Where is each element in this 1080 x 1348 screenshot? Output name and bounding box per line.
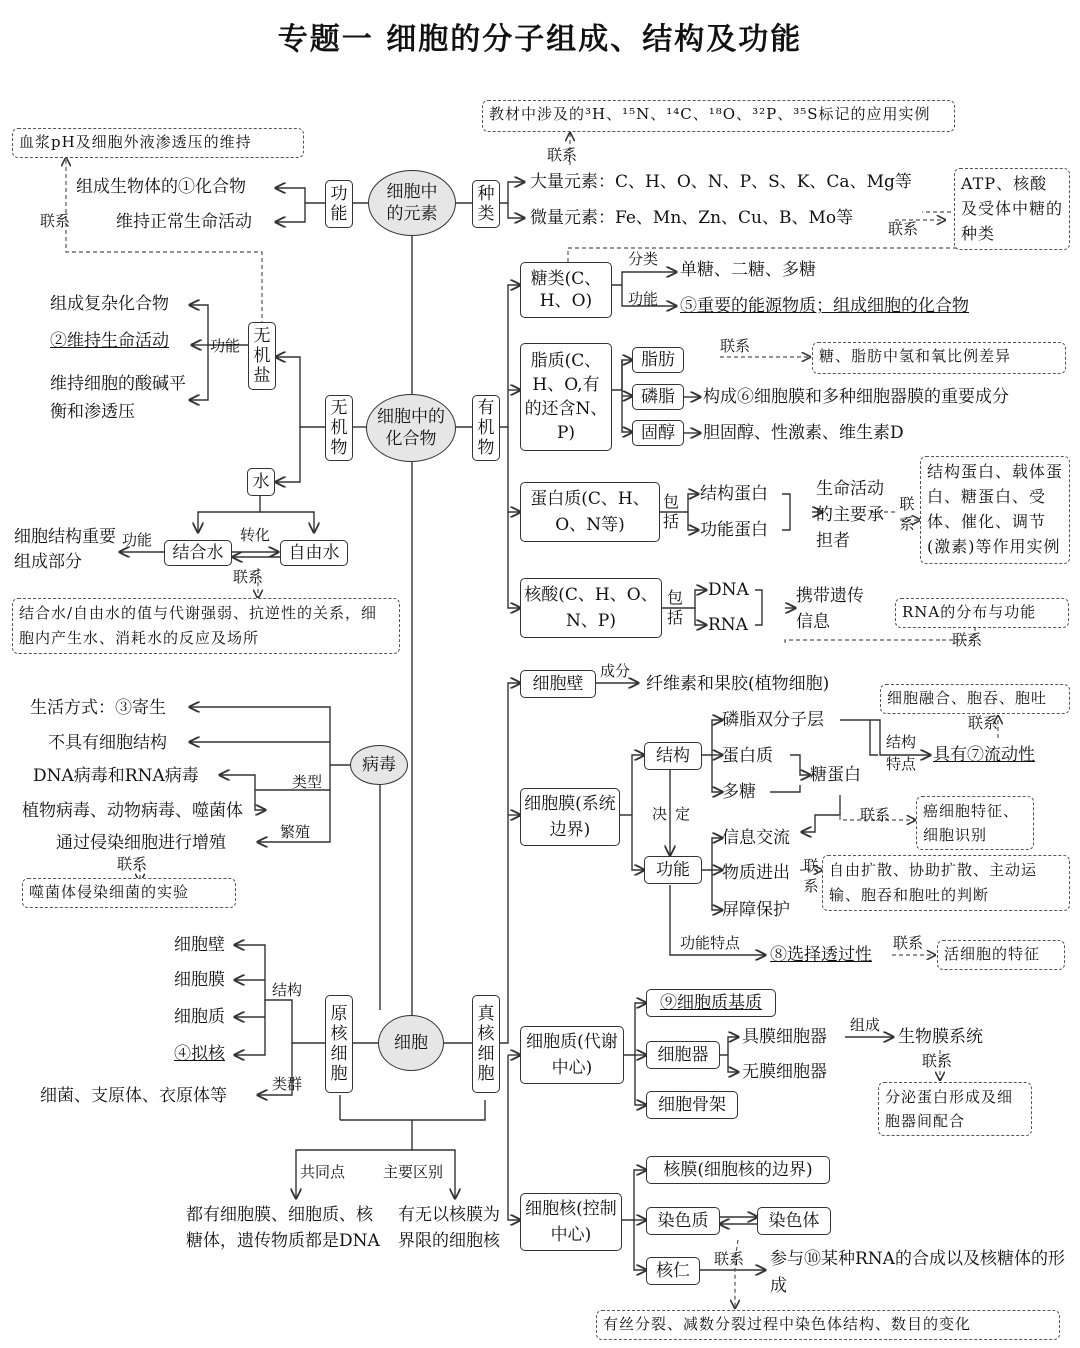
prokaryote-node: 原核细胞 (325, 995, 353, 1093)
live-cell-note: 活细胞的特征 (937, 940, 1065, 970)
organelle-node: 细胞器 (646, 1041, 720, 1069)
micro-elements: 微量元素：Fe、Mn、Zn、Cu、B、Mo等 (530, 208, 854, 228)
link-label-atp: 联系 (888, 220, 919, 238)
fat-note: 糖、脂肪中氢和氧比例差异 (812, 342, 1066, 374)
inorganic-node: 无机物 (325, 395, 353, 461)
protein-node: 蛋白质(C、H、O、N等) (520, 482, 660, 542)
pro-nucleoid: ④拟核 (174, 1044, 225, 1064)
virus-lifestyle: 生活方式：③寄生 (30, 698, 166, 718)
nonmembranous-organelle: 无膜细胞器 (742, 1062, 827, 1082)
protein-function-label (790, 488, 812, 536)
eukaryote-node: 真核细胞 (472, 995, 500, 1093)
link-label-cancer: 联系 (860, 806, 891, 824)
chromosome-node: 染色体 (757, 1207, 831, 1235)
link-label-rna: 联系 (952, 631, 983, 649)
salt-function-label: 功能 (210, 337, 241, 355)
isotope-note: 教材中涉及的³H、¹⁵N、¹⁴C、¹⁸O、³²P、³⁵S标记的应用实例 (482, 100, 955, 132)
transport-note: 自由扩散、协助扩散、主动运输、胞吞和胞吐的判断 (822, 855, 1070, 911)
material-transport: 物质进出 (722, 863, 790, 883)
protein-role: 生命活动的主要承担者 (816, 479, 884, 551)
membrane-protein: 蛋白质 (722, 746, 773, 766)
elements-func-life: 维持正常生命活动 (116, 212, 252, 232)
membrane-polysaccharide: 多糖 (722, 782, 756, 802)
blood-ph-note: 血浆pH及细胞外液渗透压的维持 (12, 128, 304, 158)
phospholipid-bilayer: 磷脂双分子层 (722, 710, 824, 730)
lipid-node: 脂质(C、H、O,有的还含N、P) (520, 343, 612, 451)
nucleic-include-label: 包括 (667, 588, 684, 627)
info-exchange: 信息交流 (722, 828, 790, 848)
convert-label: 转化 (240, 526, 271, 544)
wall-components: 纤维素和果胶(植物细胞) (646, 674, 830, 694)
protein-link-label: 联系 (899, 495, 915, 533)
link-label-fat: 联系 (720, 337, 751, 355)
cytoplasm-node: 细胞质(代谢中心) (520, 1026, 624, 1084)
phospholipid-node: 磷脂 (632, 384, 684, 410)
sugar-function-label: 功能 (628, 290, 659, 308)
macro-elements: 大量元素：C、H、O、N、P、S、K、Ca、Mg等 (530, 172, 912, 192)
sterol-node: 固醇 (632, 420, 684, 446)
free-water-node: 自由水 (280, 540, 348, 566)
common-features: 都有细胞膜、细胞质、核糖体，遗传物质都是DNA (186, 1205, 380, 1251)
pro-membrane: 细胞膜 (174, 970, 225, 990)
prokaryote-groups: 细菌、支原体、衣原体等 (40, 1086, 227, 1106)
structural-protein: 结构蛋白 (700, 484, 768, 504)
elements-kind-node: 种类 (472, 180, 500, 228)
salt-node: 无机盐 (248, 322, 276, 390)
water-ratio-note: 结合水/自由水的值与代谢强弱、抗逆性的关系，细胞内产生水、消耗水的反应及场所 (12, 598, 400, 654)
rna-note: RNA的分布与功能 (895, 598, 1069, 628)
protein-note: 结构蛋白、载体蛋白、糖蛋白、受体、催化、调节(激素)等作用实例 (920, 456, 1070, 564)
nuclear-envelope-node: 核膜(细胞核的边界) (646, 1156, 830, 1184)
glycoprotein: 糖蛋白 (810, 765, 861, 785)
function-feature-label: 功能特点 (680, 934, 741, 952)
cytoskeleton-node: 细胞骨架 (646, 1091, 738, 1119)
water-function: 细胞结构重要组成部分 (14, 527, 116, 572)
secretion-note: 分泌蛋白形成及细胞器间配合 (878, 1082, 1032, 1136)
biomembrane-system: 生物膜系统 (898, 1027, 983, 1047)
determine-label: 决定 (652, 805, 699, 823)
fluidity: 具有⑦流动性 (933, 745, 1035, 765)
link-label-secretion: 联系 (922, 1052, 953, 1070)
membranous-organelle: 具膜细胞器 (742, 1027, 827, 1047)
wall-component-label: 成分 (600, 662, 631, 680)
cell-center-node: 细胞 (378, 1015, 444, 1071)
compose-label: 组成 (850, 1016, 881, 1034)
transport-link-label: 联系 (803, 857, 819, 895)
nucleic-function: 携带遗传信息 (796, 586, 864, 632)
pro-wall: 细胞壁 (174, 935, 225, 955)
rna-label: RNA (708, 615, 748, 635)
membrane-structure-node: 结构 (644, 742, 702, 770)
pro-cytoplasm: 细胞质 (174, 1007, 225, 1027)
sugar-classes: 单糖、二糖、多糖 (680, 260, 816, 280)
elements-func-compound: 组成生物体的①化合物 (76, 177, 246, 197)
link-label-nucleolus: 联系 (714, 1250, 745, 1268)
main-difference: 有无以核膜为界限的细胞核 (398, 1205, 500, 1251)
organic-node: 有机物 (472, 395, 500, 461)
virus-center-node: 病毒 (350, 745, 408, 785)
nucleolus-function: 参与⑩某种RNA的合成以及核糖体的形成 (770, 1249, 1065, 1296)
salt-func-compound: 组成复杂化合物 (50, 294, 169, 314)
virus-type-nucleic: DNA病毒和RNA病毒 (33, 766, 199, 786)
sugar-function: ⑤重要的能源物质；组成细胞的化合物 (680, 296, 969, 316)
atp-note: ATP、核酸及受体中糖的种类 (954, 168, 1070, 250)
fusion-note: 细胞融合、胞吞、胞吐 (880, 684, 1070, 714)
cancer-note: 癌细胞特征、细胞识别 (916, 796, 1034, 850)
prokaryote-structure-label: 结构 (272, 981, 303, 999)
page-title: 专题一 细胞的分子组成、结构及功能 (277, 22, 803, 57)
nucleus-node: 细胞核(控制中心) (520, 1193, 622, 1251)
fat-node: 脂肪 (632, 347, 684, 373)
virus-type-host: 植物病毒、动物病毒、噬菌体 (22, 801, 243, 821)
functional-protein: 功能蛋白 (700, 520, 768, 540)
cell-membrane-node: 细胞膜(系统边界) (520, 788, 620, 846)
cytoplasm-matrix-node: ⑨细胞质基质 (646, 989, 776, 1017)
dna-label: DNA (708, 580, 749, 600)
sugar-node: 糖类(C、H、O) (520, 262, 612, 318)
virus-repro-label: 繁殖 (280, 823, 311, 841)
cell-wall-node: 细胞壁 (520, 670, 596, 698)
selective-permeability: ⑧选择透过性 (770, 945, 872, 965)
bound-water-node: 结合水 (164, 540, 232, 566)
membrane-function-node: 功能 (644, 856, 702, 884)
compounds-center-node: 细胞中的化合物 (366, 394, 456, 462)
phage-note: 噬菌体侵染细菌的实验 (22, 878, 236, 908)
link-label-isotope: 联系 (547, 146, 578, 164)
virus-reproduction: 通过侵染细胞进行增殖 (56, 833, 226, 853)
nucleic-function-label (764, 584, 786, 632)
virus-no-structure: 不具有细胞结构 (48, 733, 167, 753)
common-label: 共同点 (300, 1163, 346, 1181)
nucleic-node: 核酸(C、H、O、N、P) (520, 578, 662, 638)
phospholipid-function: 构成⑥细胞膜和多种细胞器膜的重要成分 (703, 387, 1009, 407)
division-note: 有丝分裂、减数分裂过程中染色体结构、数目的变化 (596, 1310, 1060, 1340)
elements-center-node: 细胞中的元素 (368, 170, 456, 236)
salt-func-balance: 维持细胞的酸碱平衡和渗透压 (50, 374, 186, 422)
water-node: 水 (247, 468, 275, 496)
sugar-class-label: 分类 (628, 250, 659, 268)
water-function-label: 功能 (122, 531, 153, 549)
difference-label: 主要区别 (383, 1163, 444, 1181)
link-label-live: 联系 (893, 934, 924, 952)
link-label-water: 联系 (233, 568, 264, 586)
protein-include-label: 包括 (663, 492, 680, 531)
sterol-kinds: 胆固醇、性激素、维生素D (703, 423, 904, 443)
link-label-virus: 联系 (117, 855, 148, 873)
virus-type-label: 类型 (292, 773, 323, 791)
link-label-fusion: 联系 (968, 714, 999, 732)
nucleolus-node: 核仁 (646, 1257, 700, 1285)
structure-feature-label: 结构特点 (886, 733, 917, 773)
chromatin-node: 染色质 (646, 1207, 720, 1235)
barrier-protection: 屏障保护 (722, 900, 790, 920)
prokaryote-group-label: 类群 (272, 1075, 303, 1093)
salt-func-life: ②维持生命活动 (50, 331, 169, 351)
elements-function-node: 功能 (325, 180, 353, 228)
link-label-blood: 联系 (40, 212, 71, 230)
